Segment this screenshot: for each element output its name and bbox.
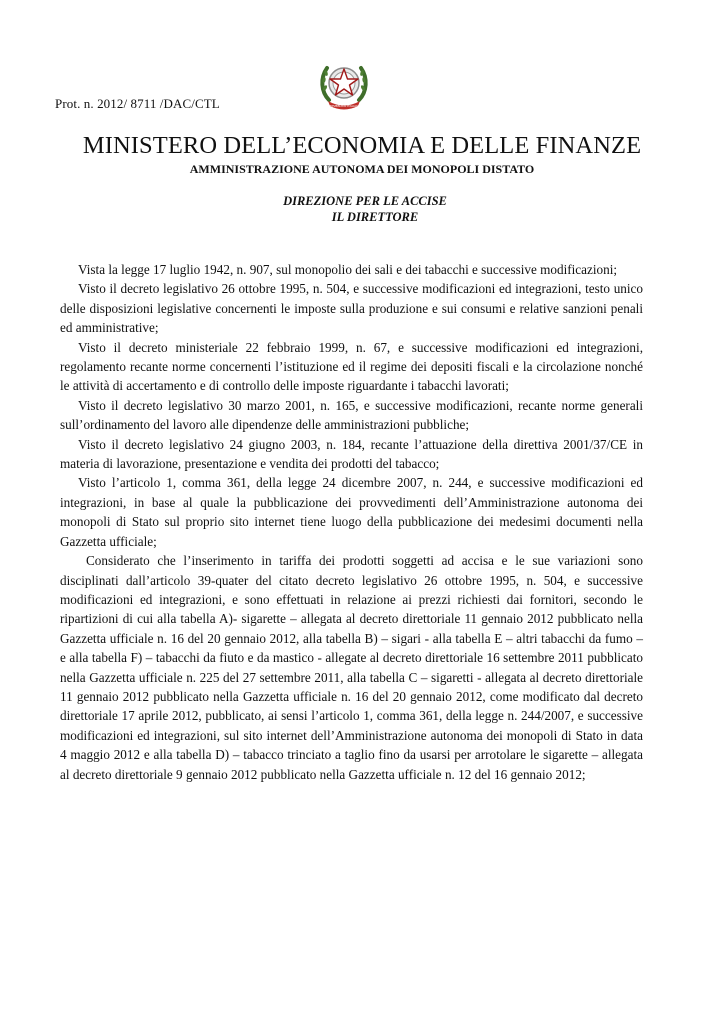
ministry-title: MINISTERO DELL’ECONOMIA E DELLE FINANZE bbox=[82, 132, 642, 159]
svg-text:REPVBBLICA ITALIANA: REPVBBLICA ITALIANA bbox=[327, 104, 361, 108]
administration-subtitle: AMMINISTRAZIONE AUTONOMA DEI MONOPOLI DISTATO bbox=[189, 162, 535, 176]
paragraph-considerato: Considerato che l’inserimento in tariffa dei prodotti soggetti ad accisa e le sue variazioni sono disciplinati dall’articolo 39-quater del citato decreto legislativo 26 ottobre 1995, n. 504, e successive modificazioni ed integrazioni, e sono effettuati in relazione ai prezzi richiesti dai fornitori, secondo le ripartizioni di cui alla tabella A)- sigarette – allegata al decreto direttoriale 11 gennaio 2012 pubblicato nella Gazzetta ufficiale n. 16 del 20 gennaio 2012, alla tabella B) – sigari - alla tabella E – altri tabacchi da fumo – e alla tabella F) – tabacchi da fiuto e da mastico - allegate al decreto direttoriale 16 settembre 2011 pubblicato nella Gazzetta ufficiale n. 225 del 27 settembre 2011, alla tabella C – sigaretti - allegata al decreto direttoriale 11 gennaio 2012 pubblicato nella Gazzetta ufficiale n. 16 del 20 gennaio 2012, come modificato dal decreto direttoriale 17 aprile 2012, pubblicato, ai sensi l’articolo 1, comma 361, della legge n. 244/2007, e successive modificazioni ed integrazioni, sul sito internet dell’Amministrazione autonoma dei monopoli di Stato in data 4 maggio 2012 e alla tabella D) – tabacco trinciato a taglio fino da usarsi per arrotolare le sigarette – allegata al decreto direttoriale 9 gennaio 2012 pubblicato nella Gazzetta ufficiale n. 12 del 16 gennaio 2012; bbox=[60, 553, 643, 782]
italian-republic-emblem-icon bbox=[317, 58, 371, 112]
paragraph-legge-244-2007: Visto l’articolo 1, comma 361, della legge 24 dicembre 2007, n. 244, e successive modificazioni ed integrazioni, in base al quale la pubblicazione dei provvedimenti dell’Amministrazione autonoma dei monopoli di Stato sul proprio sito internet tiene luogo della pubblicazione dei medesimi documenti nella Gazzetta ufficiale; bbox=[60, 475, 643, 549]
paragraph-legge-1942: Vista la legge 17 luglio 1942, n. 907, sul monopolio dei sali e dei tabacchi e successive modificazioni; bbox=[78, 262, 618, 277]
director-heading: IL DIRETTORE bbox=[331, 210, 419, 224]
document-body bbox=[60, 260, 643, 784]
paragraph-dm-67-1999: Visto il decreto ministeriale 22 febbraio 1999, n. 67, e successive modificazioni ed integrazioni, regolamento recante norme concernenti l’istituzione ed il regime dei depositi fiscali e la circolazione nonché le attività di accertamento e di controllo delle imposte riguardante i tabacchi lavorati; bbox=[60, 339, 643, 394]
paragraph-dlgs-165-2001: Visto il decreto legislativo 30 marzo 2001, n. 165, e successive modificazioni, recante norme generali sull’ordinamento del lavoro alle dipendenze delle amministrazioni pubbliche; bbox=[60, 397, 643, 433]
paragraph-dlgs-504-1995: Visto il decreto legislativo 26 ottobre 1995, n. 504, e successive modificazioni ed integrazioni, testo unico delle disposizioni legislative concernenti le imposte sulla produzione e sui consumi e relative sanzioni penali ed amministrative; bbox=[60, 281, 643, 336]
paragraph-dlgs-184-2003: Visto il decreto legislativo 24 giugno 2003, n. 184, recante l’attuazione della direttiva 2001/37/CE in materia di lavorazione, presentazione e vendita dei prodotti del tabacco; bbox=[60, 436, 643, 472]
direction-heading: DIREZIONE PER LE ACCISE bbox=[283, 194, 447, 208]
protocol-number: Prot. n. 2012/ 8711 /DAC/CTL bbox=[55, 96, 220, 111]
